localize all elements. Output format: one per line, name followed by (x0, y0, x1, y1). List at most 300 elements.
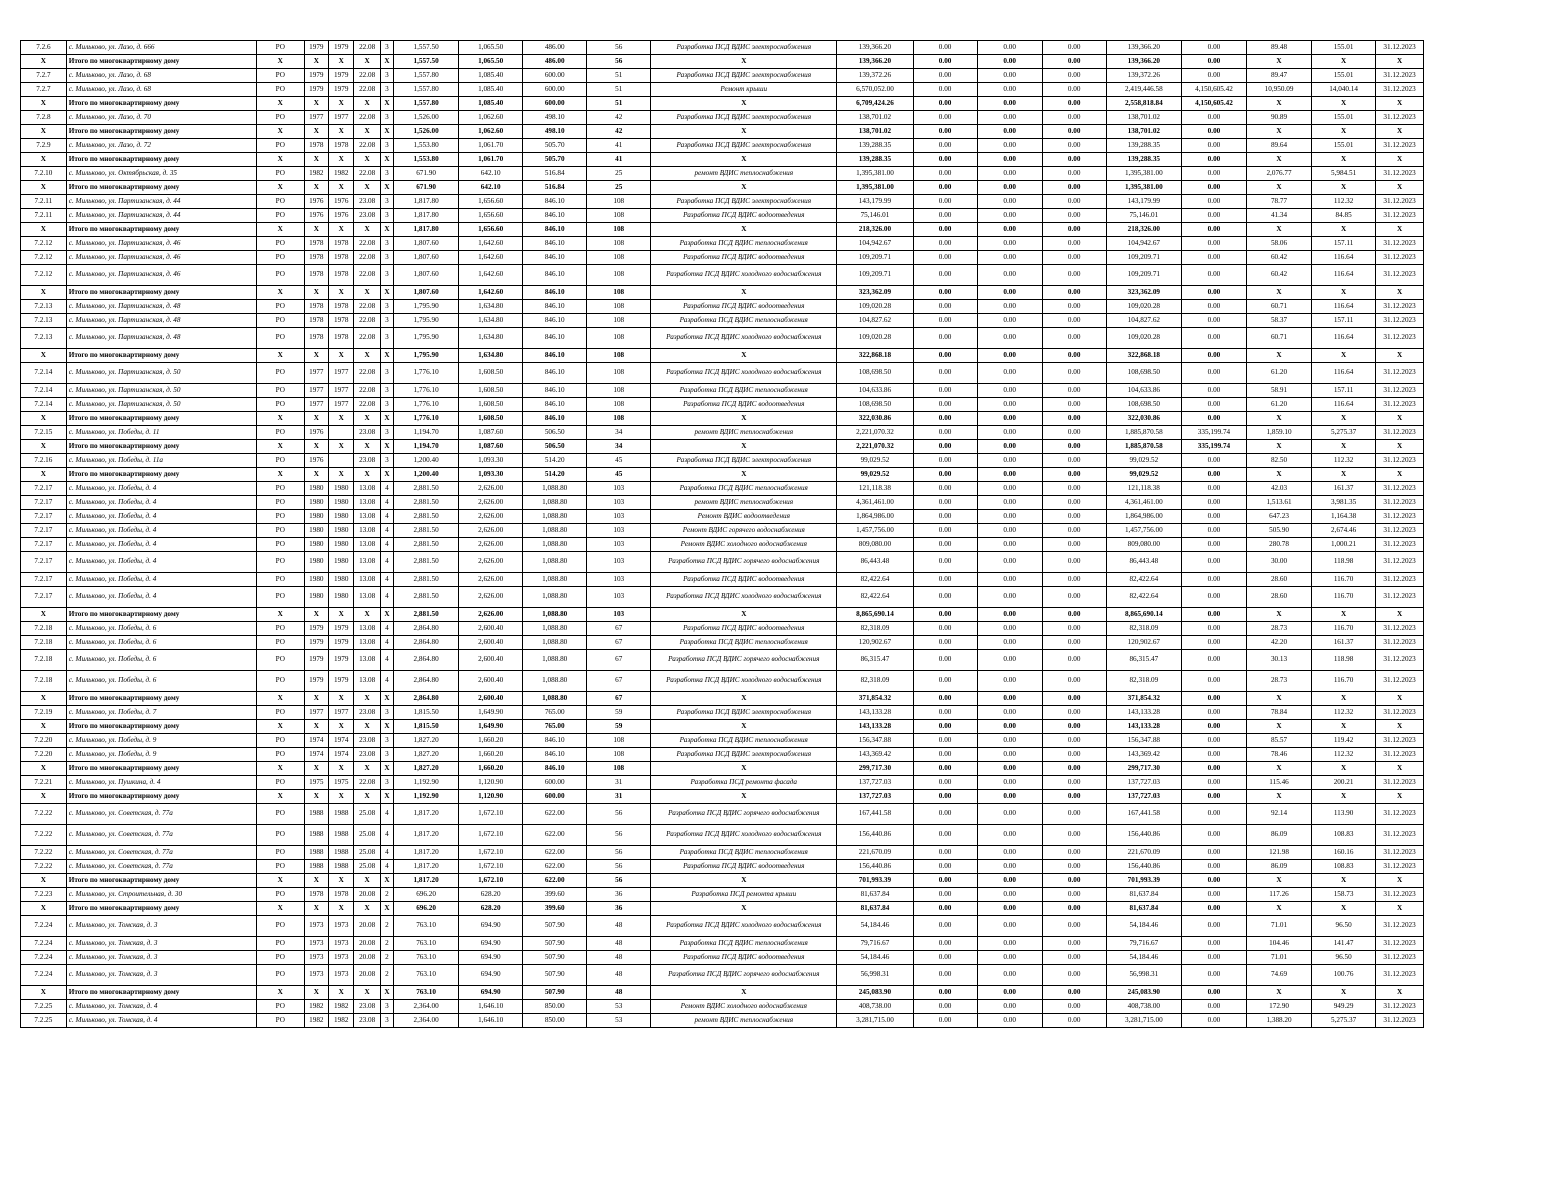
cell-floors: 3 (380, 398, 393, 412)
cell-year-commissioned: X (329, 412, 354, 426)
cell-row-number: X (21, 874, 67, 888)
cell-residents: 103 (587, 552, 651, 573)
cell-total-cost: 323,362.09 (837, 286, 913, 300)
cell-residential-area: 628.20 (459, 902, 523, 916)
cell-other-funds: 0.00 (1181, 510, 1246, 524)
cell-floors: X (380, 440, 393, 454)
cell-local-funds: 0.00 (1042, 636, 1106, 650)
cell-year-commissioned: 1977 (329, 111, 354, 125)
cell-unit-cost: X (1247, 286, 1312, 300)
cell-address: с. Мильково, ул. Партизанская, д. 46 (66, 265, 256, 286)
cell-local-funds: 0.00 (1042, 41, 1106, 55)
cell-owner-type: X (256, 97, 304, 111)
cell-wall-material: X (354, 874, 380, 888)
cell-floors: X (380, 125, 393, 139)
table-total-row (21, 440, 1424, 454)
cell-federal-funds: 0.00 (913, 265, 977, 286)
cell-unit-cost: 280.78 (1247, 538, 1312, 552)
cell-row-number: X (21, 412, 67, 426)
cell-residential-area: 1,634.80 (459, 314, 523, 328)
cell-common-area: 507.90 (523, 986, 587, 1000)
cell-total-cost: 86,443.48 (837, 552, 913, 573)
cell-residential-area: 1,634.80 (459, 300, 523, 314)
cell-regional-funds: 0.00 (977, 251, 1042, 265)
cell-max-unit-cost: 141.47 (1312, 937, 1376, 951)
cell-work-type: Разработка ПСД ВДИС горячего водоснабжения (651, 965, 837, 986)
table-row (21, 671, 1424, 692)
cell-total-cost: 81,637.84 (837, 888, 913, 902)
cell-regional-funds: 0.00 (977, 790, 1042, 804)
cell-residential-area: 694.90 (459, 986, 523, 1000)
cell-year-commissioned (329, 426, 354, 440)
cell-residential-area: 694.90 (459, 937, 523, 951)
cell-owners-funds: 139,366.20 (1106, 55, 1181, 69)
cell-unit-cost: 42.20 (1247, 636, 1312, 650)
cell-total-area: 1,817.80 (394, 223, 459, 237)
cell-total-area: 1,526.00 (394, 125, 459, 139)
cell-other-funds: 0.00 (1181, 223, 1246, 237)
cell-address: с. Мильково, ул. Томская, д. 4 (66, 1000, 256, 1014)
cell-work-type: Разработка ПСД ВДИС теплоснабжения (651, 314, 837, 328)
cell-row-number: X (21, 720, 67, 734)
cell-common-area: 600.00 (523, 83, 587, 97)
cell-floors: 2 (380, 916, 393, 937)
cell-completion-date: 31.12.2023 (1376, 916, 1424, 937)
cell-owners-funds: 2,558,818.84 (1106, 97, 1181, 111)
cell-owner-type: РО (256, 384, 304, 398)
cell-total-area: 1,192.90 (394, 776, 459, 790)
cell-year-commissioned: 1978 (329, 328, 354, 349)
cell-max-unit-cost: 100.76 (1312, 965, 1376, 986)
cell-work-type: X (651, 874, 837, 888)
cell-local-funds: 0.00 (1042, 1014, 1106, 1028)
cell-work-type: Разработка ПСД ВДИС теплоснабжения (651, 482, 837, 496)
cell-year-commissioned: 1980 (329, 496, 354, 510)
cell-common-area: 846.10 (523, 195, 587, 209)
cell-total-area: 2,881.50 (394, 552, 459, 573)
cell-other-funds: 0.00 (1181, 41, 1246, 55)
cell-unit-cost: 172.90 (1247, 1000, 1312, 1014)
cell-total-cost: 108,698.50 (837, 398, 913, 412)
cell-wall-material: 22.08 (354, 384, 380, 398)
cell-total-cost: 75,146.01 (837, 209, 913, 223)
cell-common-area: 850.00 (523, 1000, 587, 1014)
cell-residential-area: 2,600.40 (459, 622, 523, 636)
cell-row-number: X (21, 181, 67, 195)
cell-max-unit-cost: X (1312, 440, 1376, 454)
cell-federal-funds: 0.00 (913, 776, 977, 790)
cell-completion-date: 31.12.2023 (1376, 83, 1424, 97)
cell-owner-type: РО (256, 846, 304, 860)
cell-residents: 51 (587, 69, 651, 83)
cell-max-unit-cost: X (1312, 97, 1376, 111)
cell-owners-funds: 322,868.18 (1106, 349, 1181, 363)
cell-owners-funds: 143,133.28 (1106, 720, 1181, 734)
cell-address: с. Мильково, ул. Партизанская, д. 46 (66, 237, 256, 251)
cell-local-funds: 0.00 (1042, 125, 1106, 139)
cell-federal-funds: 0.00 (913, 734, 977, 748)
cell-other-funds: 0.00 (1181, 636, 1246, 650)
cell-work-type: X (651, 762, 837, 776)
cell-local-funds: 0.00 (1042, 748, 1106, 762)
cell-residential-area: 2,600.40 (459, 671, 523, 692)
cell-floors: 4 (380, 573, 393, 587)
cell-address: с. Мильково, ул. Победы, д. 11 (66, 426, 256, 440)
cell-owner-type: X (256, 286, 304, 300)
cell-work-type: Разработка ПСД ВДИС электроснабжения (651, 706, 837, 720)
cell-max-unit-cost: 116.64 (1312, 328, 1376, 349)
cell-owners-funds: 104,942.67 (1106, 237, 1181, 251)
cell-other-funds: 0.00 (1181, 482, 1246, 496)
cell-wall-material: 23.08 (354, 1000, 380, 1014)
cell-max-unit-cost: 118.98 (1312, 650, 1376, 671)
cell-regional-funds: 0.00 (977, 636, 1042, 650)
table-row (21, 265, 1424, 286)
cell-wall-material: X (354, 902, 380, 916)
cell-year-commissioned: X (329, 153, 354, 167)
cell-common-area: 846.10 (523, 314, 587, 328)
table-total-row (21, 125, 1424, 139)
cell-year-built: 1980 (304, 538, 328, 552)
cell-work-type: X (651, 902, 837, 916)
cell-max-unit-cost: X (1312, 349, 1376, 363)
cell-total-cost: 137,727.03 (837, 776, 913, 790)
cell-total-cost: 82,318.09 (837, 622, 913, 636)
cell-local-funds: 0.00 (1042, 965, 1106, 986)
cell-residential-area: 1,065.50 (459, 41, 523, 55)
cell-max-unit-cost: 14,040.14 (1312, 83, 1376, 97)
cell-unit-cost: X (1247, 720, 1312, 734)
cell-total-area: 2,864.80 (394, 622, 459, 636)
cell-year-commissioned: 1977 (329, 398, 354, 412)
cell-local-funds: 0.00 (1042, 951, 1106, 965)
cell-common-area: 1,088.80 (523, 608, 587, 622)
cell-floors: 4 (380, 846, 393, 860)
cell-total-cost: 109,020.28 (837, 328, 913, 349)
cell-regional-funds: 0.00 (977, 762, 1042, 776)
cell-row-number: 7.2.17 (21, 587, 67, 608)
cell-local-funds: 0.00 (1042, 538, 1106, 552)
cell-year-built: X (304, 97, 328, 111)
cell-wall-material: 23.08 (354, 1014, 380, 1028)
cell-total-area: 1,807.60 (394, 251, 459, 265)
cell-completion-date: 31.12.2023 (1376, 209, 1424, 223)
cell-residential-area: 1,656.60 (459, 223, 523, 237)
cell-completion-date: 31.12.2023 (1376, 454, 1424, 468)
table-row (21, 510, 1424, 524)
cell-year-built: 1973 (304, 965, 328, 986)
cell-address: с. Мильково, ул. Победы, д. 4 (66, 552, 256, 573)
cell-row-number: 7.2.13 (21, 314, 67, 328)
cell-max-unit-cost: 112.32 (1312, 195, 1376, 209)
cell-row-number: 7.2.23 (21, 888, 67, 902)
cell-floors: 4 (380, 482, 393, 496)
cell-other-funds: 0.00 (1181, 776, 1246, 790)
cell-wall-material: 20.08 (354, 937, 380, 951)
cell-owner-type: РО (256, 671, 304, 692)
cell-residents: 48 (587, 965, 651, 986)
cell-residential-area: 1,062.60 (459, 125, 523, 139)
cell-year-commissioned: X (329, 349, 354, 363)
cell-year-commissioned: X (329, 902, 354, 916)
table-row (21, 384, 1424, 398)
cell-residents: 42 (587, 125, 651, 139)
cell-other-funds: 0.00 (1181, 706, 1246, 720)
cell-work-type: Разработка ПСД ВДИС электроснабжения (651, 69, 837, 83)
cell-address: с. Мильково, ул. Победы, д. 4 (66, 538, 256, 552)
cell-residents: 59 (587, 706, 651, 720)
cell-completion-date: X (1376, 286, 1424, 300)
cell-wall-material: 22.08 (354, 776, 380, 790)
cell-work-type: X (651, 412, 837, 426)
cell-unit-cost: 30.13 (1247, 650, 1312, 671)
cell-federal-funds: 0.00 (913, 846, 977, 860)
cell-federal-funds: 0.00 (913, 111, 977, 125)
cell-owners-funds: 86,315.47 (1106, 650, 1181, 671)
cell-total-cost: 408,738.00 (837, 1000, 913, 1014)
cell-federal-funds: 0.00 (913, 440, 977, 454)
cell-federal-funds: 0.00 (913, 195, 977, 209)
cell-wall-material: 13.08 (354, 650, 380, 671)
cell-owners-funds: 109,209.71 (1106, 265, 1181, 286)
cell-wall-material: 25.08 (354, 825, 380, 846)
cell-owner-type: РО (256, 804, 304, 825)
cell-owner-type: X (256, 720, 304, 734)
cell-year-built: 1976 (304, 209, 328, 223)
cell-row-number: 7.2.13 (21, 328, 67, 349)
cell-common-area: 600.00 (523, 97, 587, 111)
cell-completion-date: 31.12.2023 (1376, 139, 1424, 153)
cell-work-type: X (651, 125, 837, 139)
cell-regional-funds: 0.00 (977, 622, 1042, 636)
cell-completion-date: X (1376, 125, 1424, 139)
cell-work-type: Разработка ПСД ВДИС электроснабжения (651, 748, 837, 762)
cell-floors: 3 (380, 1000, 393, 1014)
cell-total-cost: 79,716.67 (837, 937, 913, 951)
cell-completion-date: 31.12.2023 (1376, 265, 1424, 286)
cell-regional-funds: 0.00 (977, 300, 1042, 314)
cell-max-unit-cost: 96.50 (1312, 916, 1376, 937)
cell-unit-cost: 90.89 (1247, 111, 1312, 125)
cell-residents: 103 (587, 482, 651, 496)
table-row (21, 804, 1424, 825)
cell-unit-cost: 71.01 (1247, 916, 1312, 937)
cell-unit-cost: 28.60 (1247, 573, 1312, 587)
cell-owner-type: X (256, 468, 304, 482)
cell-common-area: 507.90 (523, 916, 587, 937)
cell-max-unit-cost: 84.85 (1312, 209, 1376, 223)
cell-year-commissioned: X (329, 986, 354, 1000)
cell-max-unit-cost: X (1312, 468, 1376, 482)
cell-federal-funds: 0.00 (913, 748, 977, 762)
cell-year-commissioned: 1980 (329, 482, 354, 496)
cell-wall-material: 20.08 (354, 965, 380, 986)
cell-owner-type: X (256, 790, 304, 804)
cell-residents: 48 (587, 916, 651, 937)
cell-common-area: 1,088.80 (523, 692, 587, 706)
table-row (21, 538, 1424, 552)
cell-year-built: 1979 (304, 622, 328, 636)
cell-other-funds: 0.00 (1181, 398, 1246, 412)
cell-residents: 108 (587, 328, 651, 349)
table-total-row (21, 349, 1424, 363)
cell-regional-funds: 0.00 (977, 825, 1042, 846)
cell-residential-area: 1,120.90 (459, 790, 523, 804)
cell-unit-cost: 42.03 (1247, 482, 1312, 496)
table-row (21, 1000, 1424, 1014)
cell-year-built: X (304, 349, 328, 363)
cell-federal-funds: 0.00 (913, 181, 977, 195)
cell-residents: 103 (587, 573, 651, 587)
cell-regional-funds: 0.00 (977, 986, 1042, 1000)
cell-federal-funds: 0.00 (913, 790, 977, 804)
cell-regional-funds: 0.00 (977, 482, 1042, 496)
cell-wall-material: 22.08 (354, 251, 380, 265)
cell-year-built: 1977 (304, 363, 328, 384)
cell-federal-funds: 0.00 (913, 167, 977, 181)
cell-work-type: X (651, 153, 837, 167)
cell-federal-funds: 0.00 (913, 384, 977, 398)
cell-wall-material: 22.08 (354, 328, 380, 349)
cell-max-unit-cost: 1,164.38 (1312, 510, 1376, 524)
cell-total-cost: 139,288.35 (837, 153, 913, 167)
table-row (21, 951, 1424, 965)
cell-residential-area: 1,646.10 (459, 1014, 523, 1028)
cell-unit-cost: X (1247, 412, 1312, 426)
cell-address: Итого по многоквартирному дому (66, 790, 256, 804)
cell-floors: 3 (380, 209, 393, 223)
cell-other-funds: 0.00 (1181, 1000, 1246, 1014)
cell-total-cost: 104,827.62 (837, 314, 913, 328)
cell-year-built: X (304, 986, 328, 1000)
table-total-row (21, 692, 1424, 706)
cell-year-built: 1978 (304, 300, 328, 314)
cell-address: Итого по многоквартирному дому (66, 720, 256, 734)
cell-work-type: Ремонт ВДИС холодного водоснабжения (651, 1000, 837, 1014)
cell-federal-funds: 0.00 (913, 349, 977, 363)
cell-other-funds: 0.00 (1181, 454, 1246, 468)
cell-owners-funds: 99,029.52 (1106, 454, 1181, 468)
cell-total-cost: 138,701.02 (837, 125, 913, 139)
cell-unit-cost: X (1247, 97, 1312, 111)
cell-row-number: 7.2.10 (21, 167, 67, 181)
cell-common-area: 846.10 (523, 209, 587, 223)
cell-floors: 4 (380, 825, 393, 846)
cell-residents: 56 (587, 860, 651, 874)
cell-other-funds: 0.00 (1181, 734, 1246, 748)
cell-total-cost: 221,670.09 (837, 846, 913, 860)
cell-other-funds: 0.00 (1181, 195, 1246, 209)
cell-other-funds: 0.00 (1181, 587, 1246, 608)
table-row (21, 587, 1424, 608)
cell-unit-cost: 1,859.10 (1247, 426, 1312, 440)
table-row (21, 83, 1424, 97)
cell-wall-material: 22.08 (354, 363, 380, 384)
cell-address: с. Мильково, ул. Победы, д. 4 (66, 524, 256, 538)
cell-completion-date: 31.12.2023 (1376, 552, 1424, 573)
cell-residential-area: 2,600.40 (459, 692, 523, 706)
table-row (21, 860, 1424, 874)
cell-row-number: X (21, 223, 67, 237)
cell-work-type: Разработка ПСД ВДИС электроснабжения (651, 41, 837, 55)
cell-total-area: 1,776.10 (394, 363, 459, 384)
cell-completion-date: 31.12.2023 (1376, 671, 1424, 692)
cell-regional-funds: 0.00 (977, 412, 1042, 426)
cell-other-funds: 0.00 (1181, 720, 1246, 734)
cell-floors: 4 (380, 538, 393, 552)
cell-row-number: 7.2.18 (21, 636, 67, 650)
cell-year-commissioned: 1978 (329, 314, 354, 328)
cell-unit-cost: 78.84 (1247, 706, 1312, 720)
table-row (21, 650, 1424, 671)
cell-other-funds: 335,199.74 (1181, 440, 1246, 454)
cell-total-area: 1,807.60 (394, 286, 459, 300)
cell-federal-funds: 0.00 (913, 482, 977, 496)
cell-residential-area: 1,608.50 (459, 363, 523, 384)
cell-owner-type: РО (256, 734, 304, 748)
cell-total-cost: 82,422.64 (837, 573, 913, 587)
cell-completion-date: 31.12.2023 (1376, 1000, 1424, 1014)
cell-owners-funds: 143,369.42 (1106, 748, 1181, 762)
cell-year-built: X (304, 874, 328, 888)
cell-regional-funds: 0.00 (977, 223, 1042, 237)
cell-federal-funds: 0.00 (913, 69, 977, 83)
cell-residents: 41 (587, 139, 651, 153)
cell-work-type: Ремонт ВДИС холодного водоснабжения (651, 538, 837, 552)
cell-residential-area: 1,085.40 (459, 83, 523, 97)
cell-regional-funds: 0.00 (977, 804, 1042, 825)
cell-total-area: 2,364.00 (394, 1014, 459, 1028)
cell-other-funds: 0.00 (1181, 125, 1246, 139)
cell-regional-funds: 0.00 (977, 209, 1042, 223)
cell-federal-funds: 0.00 (913, 937, 977, 951)
cell-owners-funds: 54,184.46 (1106, 951, 1181, 965)
cell-address: с. Мильково, ул. Партизанская, д. 50 (66, 398, 256, 412)
cell-total-area: 1,553.80 (394, 139, 459, 153)
cell-year-built: X (304, 692, 328, 706)
cell-work-type: Разработка ПСД ВДИС электроснабжения (651, 454, 837, 468)
cell-completion-date: 31.12.2023 (1376, 167, 1424, 181)
table-row (21, 300, 1424, 314)
cell-total-area: 1,817.20 (394, 825, 459, 846)
cell-floors: X (380, 468, 393, 482)
cell-local-funds: 0.00 (1042, 97, 1106, 111)
cell-address: с. Мильково, ул. Победы, д. 9 (66, 734, 256, 748)
cell-work-type: X (651, 790, 837, 804)
cell-local-funds: 0.00 (1042, 223, 1106, 237)
cell-wall-material: X (354, 125, 380, 139)
cell-year-commissioned: 1982 (329, 167, 354, 181)
cell-year-commissioned: 1976 (329, 195, 354, 209)
cell-address: Итого по многоквартирному дому (66, 762, 256, 776)
cell-max-unit-cost: 113.90 (1312, 804, 1376, 825)
cell-max-unit-cost: 116.64 (1312, 265, 1376, 286)
cell-year-built: X (304, 125, 328, 139)
cell-max-unit-cost: X (1312, 153, 1376, 167)
cell-other-funds: 0.00 (1181, 286, 1246, 300)
cell-completion-date: X (1376, 692, 1424, 706)
cell-residents: 31 (587, 776, 651, 790)
cell-year-commissioned: X (329, 762, 354, 776)
cell-owner-type: РО (256, 622, 304, 636)
cell-completion-date: 31.12.2023 (1376, 888, 1424, 902)
cell-owners-funds: 99,029.52 (1106, 468, 1181, 482)
cell-residents: 103 (587, 608, 651, 622)
cell-residents: 108 (587, 237, 651, 251)
cell-residents: 67 (587, 636, 651, 650)
cell-total-area: 1,815.50 (394, 706, 459, 720)
cell-owner-type: РО (256, 552, 304, 573)
